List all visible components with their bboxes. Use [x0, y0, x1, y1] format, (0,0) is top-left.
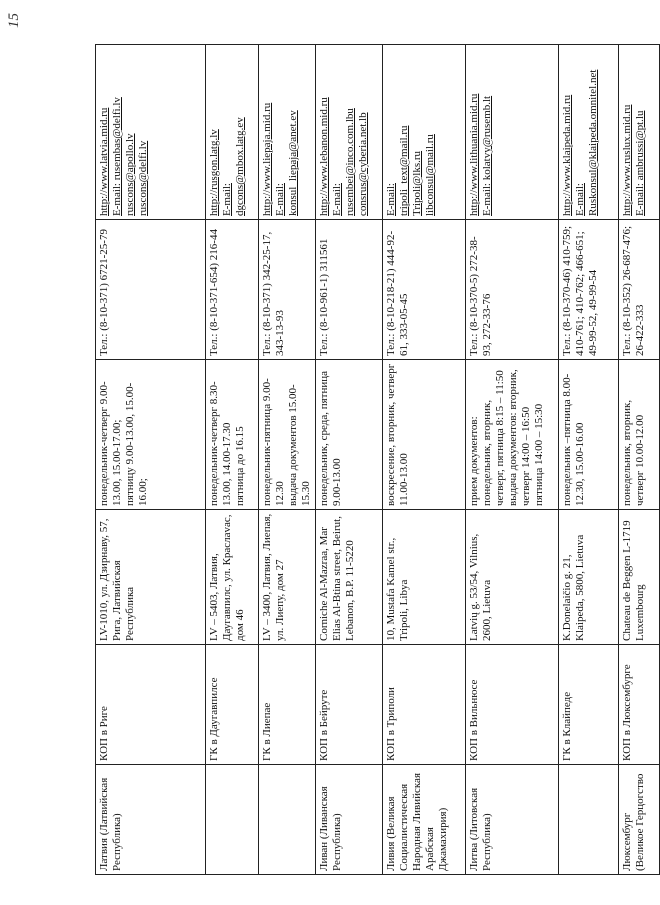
- office-cell: ГК в Лиепае: [259, 645, 316, 765]
- table-row: [206, 45, 259, 875]
- phone-cell: Тел.: (8-10-352) 26-687-476; 26-422-333: [619, 220, 660, 360]
- table-row: [466, 45, 559, 875]
- contacts-cell: [619, 45, 660, 220]
- contacts-cell: [383, 45, 466, 220]
- email-text[interactable]: E-mail: tripoli_text@mail.ru Tripoli@lks.ru libconsul@mail.ru: [385, 125, 436, 216]
- country-cell: Литва (Литовская Республика): [466, 765, 559, 875]
- table-row: [96, 45, 206, 875]
- address-cell: Corniche Al-Mazraa, Mar Elias Al-Btina street, Beirut, Lebanon, B.P. 11-5220: [316, 510, 383, 645]
- page-mark: 15: [6, 13, 22, 28]
- office-cell: ГК в Даугавпилсе: [206, 645, 259, 765]
- email-text[interactable]: E-mail: dgcons@mbox.latg.ev: [221, 117, 246, 216]
- hours-cell: понедельник, среда, пятница 9.00-13.00: [316, 360, 383, 510]
- contacts-cell: [206, 45, 259, 220]
- contacts-cell: [96, 45, 206, 220]
- phone-cell: Тел.: (8-10-371) 6721-25-79: [96, 220, 206, 360]
- office-cell: КОП в Триполи: [383, 645, 466, 765]
- office-cell: ГК в Клайпеде: [559, 645, 619, 765]
- hours-cell: понедельник-четверг 9.00-13.00, 15.00-17.00; пятницу 9.00-13.00, 15.00-16.00;: [96, 360, 206, 510]
- hours-cell: понедельник, вторник, четверг 10.00-12.00: [619, 360, 660, 510]
- phone-cell: Тел.: (8-10-218-21) 444-92-61, 333-05-45: [383, 220, 466, 360]
- email-text[interactable]: E-mail: rusembas@delfi.lv ruscons@apollo.lv ruscons@delfi.lv: [111, 97, 149, 216]
- website-link[interactable]: http://rusgon.latg.lv: [208, 129, 220, 216]
- email-text[interactable]: E-mail: Ruskonsul@klaipeda.omnitel.net: [574, 69, 599, 216]
- table-row: [316, 45, 383, 875]
- office-cell: КОП в Вильнюсе: [466, 645, 559, 765]
- office-cell: КОП в Люксембурге: [619, 645, 660, 765]
- phone-cell: Тел.: (8-10-370-5) 272-38-93, 272-33-76: [466, 220, 559, 360]
- hours-cell: понедельник-пятница 9.00-12.30 выдача документов 15.00-15.30: [259, 360, 316, 510]
- country-cell: [206, 765, 259, 875]
- table-row: [259, 45, 316, 875]
- phone-cell: Тел.: (8-10-961-1) 311561: [316, 220, 383, 360]
- address-cell: 10, Mustafa Kamel str., Tripoli, Libya: [383, 510, 466, 645]
- address-cell: K.Donelaičio g. 21, Klaipeda, 5800, Lietuva: [559, 510, 619, 645]
- contacts-cell: [316, 45, 383, 220]
- address-cell: Latvių g. 53/54, Vilnius, 2600, Lietuva: [466, 510, 559, 645]
- email-text[interactable]: E-mail: ambrussi@pt.lu: [634, 110, 646, 216]
- website-link[interactable]: http://www.liepaja.mid.ru: [261, 102, 273, 216]
- contacts-cell: [559, 45, 619, 220]
- email-text[interactable]: E-mail: rusembei@inco.com.lbu consrus@cyberia.net.lb: [331, 108, 369, 216]
- country-cell: Ливия (Великая Социалистическая Народная Ливийская Арабская Джамахирия): [383, 765, 466, 875]
- hours-cell: понедельник-четверг 8.30-13.00, 14.00-17.30 пятница до 16.15: [206, 360, 259, 510]
- hours-cell: понедельник –пятница 8.00-12.30, 15.00-16.00: [559, 360, 619, 510]
- website-link[interactable]: http://www.lebanon.mid.ru: [318, 97, 330, 216]
- country-cell: [559, 765, 619, 875]
- contacts-cell: [466, 45, 559, 220]
- hours-cell: воскресение, вторник, четверг 11.00-13.00: [383, 360, 466, 510]
- hours-cell: прием документов: понедельник, вторник, четверг, пятница 8:15 – 11:50 выдача документов: вторник, четверг 14:00 – 16:50 пятница 14:00 – 15:30: [466, 360, 559, 510]
- address-cell: Chateau de Beggen L-1719 Luxembourg: [619, 510, 660, 645]
- country-cell: [259, 765, 316, 875]
- phone-cell: Тел.: (8-10-371) 342-25-17, 343-13-93: [259, 220, 316, 360]
- table-row: [559, 45, 619, 875]
- phone-cell: Тел.: (8-10-371-654) 216-44: [206, 220, 259, 360]
- table-row: [383, 45, 466, 875]
- country-cell: Латвия (Латвийская Республика): [96, 765, 206, 875]
- email-text[interactable]: E-mail: konsul_liepaja@anet.ev: [274, 110, 299, 216]
- contacts-cell: [259, 45, 316, 220]
- office-cell: КОП в Риге: [96, 645, 206, 765]
- address-cell: LV – 5403, Латвия, Даугавпилс, ул. Краслаvас, дом 46: [206, 510, 259, 645]
- phone-cell: Тел.: (8-10-370-46) 410-759; 410-761; 410-762; 466-651; 49-99-52, 49-99-54: [559, 220, 619, 360]
- table-row: [619, 45, 660, 875]
- email-text[interactable]: E-mail: kolatvy@rusemb.lt: [481, 95, 493, 216]
- website-link[interactable]: http://www.lithuania.mid.ru: [468, 93, 480, 216]
- consulates-table: [95, 44, 660, 875]
- country-cell: Ливан (Ливанская Республика): [316, 765, 383, 875]
- website-link[interactable]: http://www.latvia.mid.ru: [98, 107, 110, 216]
- address-cell: LV-1010, ул. Дзирнаву, 57, Рига, Латвийская Республика: [96, 510, 206, 645]
- website-link[interactable]: http://www.ruslux.mid.ru: [621, 104, 633, 216]
- office-cell: КОП в Бейруте: [316, 645, 383, 765]
- website-link[interactable]: http://www.klaipeda.mid.ru: [561, 94, 573, 216]
- rotated-table-container: [95, 45, 646, 875]
- country-cell: Люксембург (Великое Герцогство: [619, 765, 660, 875]
- address-cell: LV – 3400, Латвия, Лиепая, ул. Лиепу, дом 27: [259, 510, 316, 645]
